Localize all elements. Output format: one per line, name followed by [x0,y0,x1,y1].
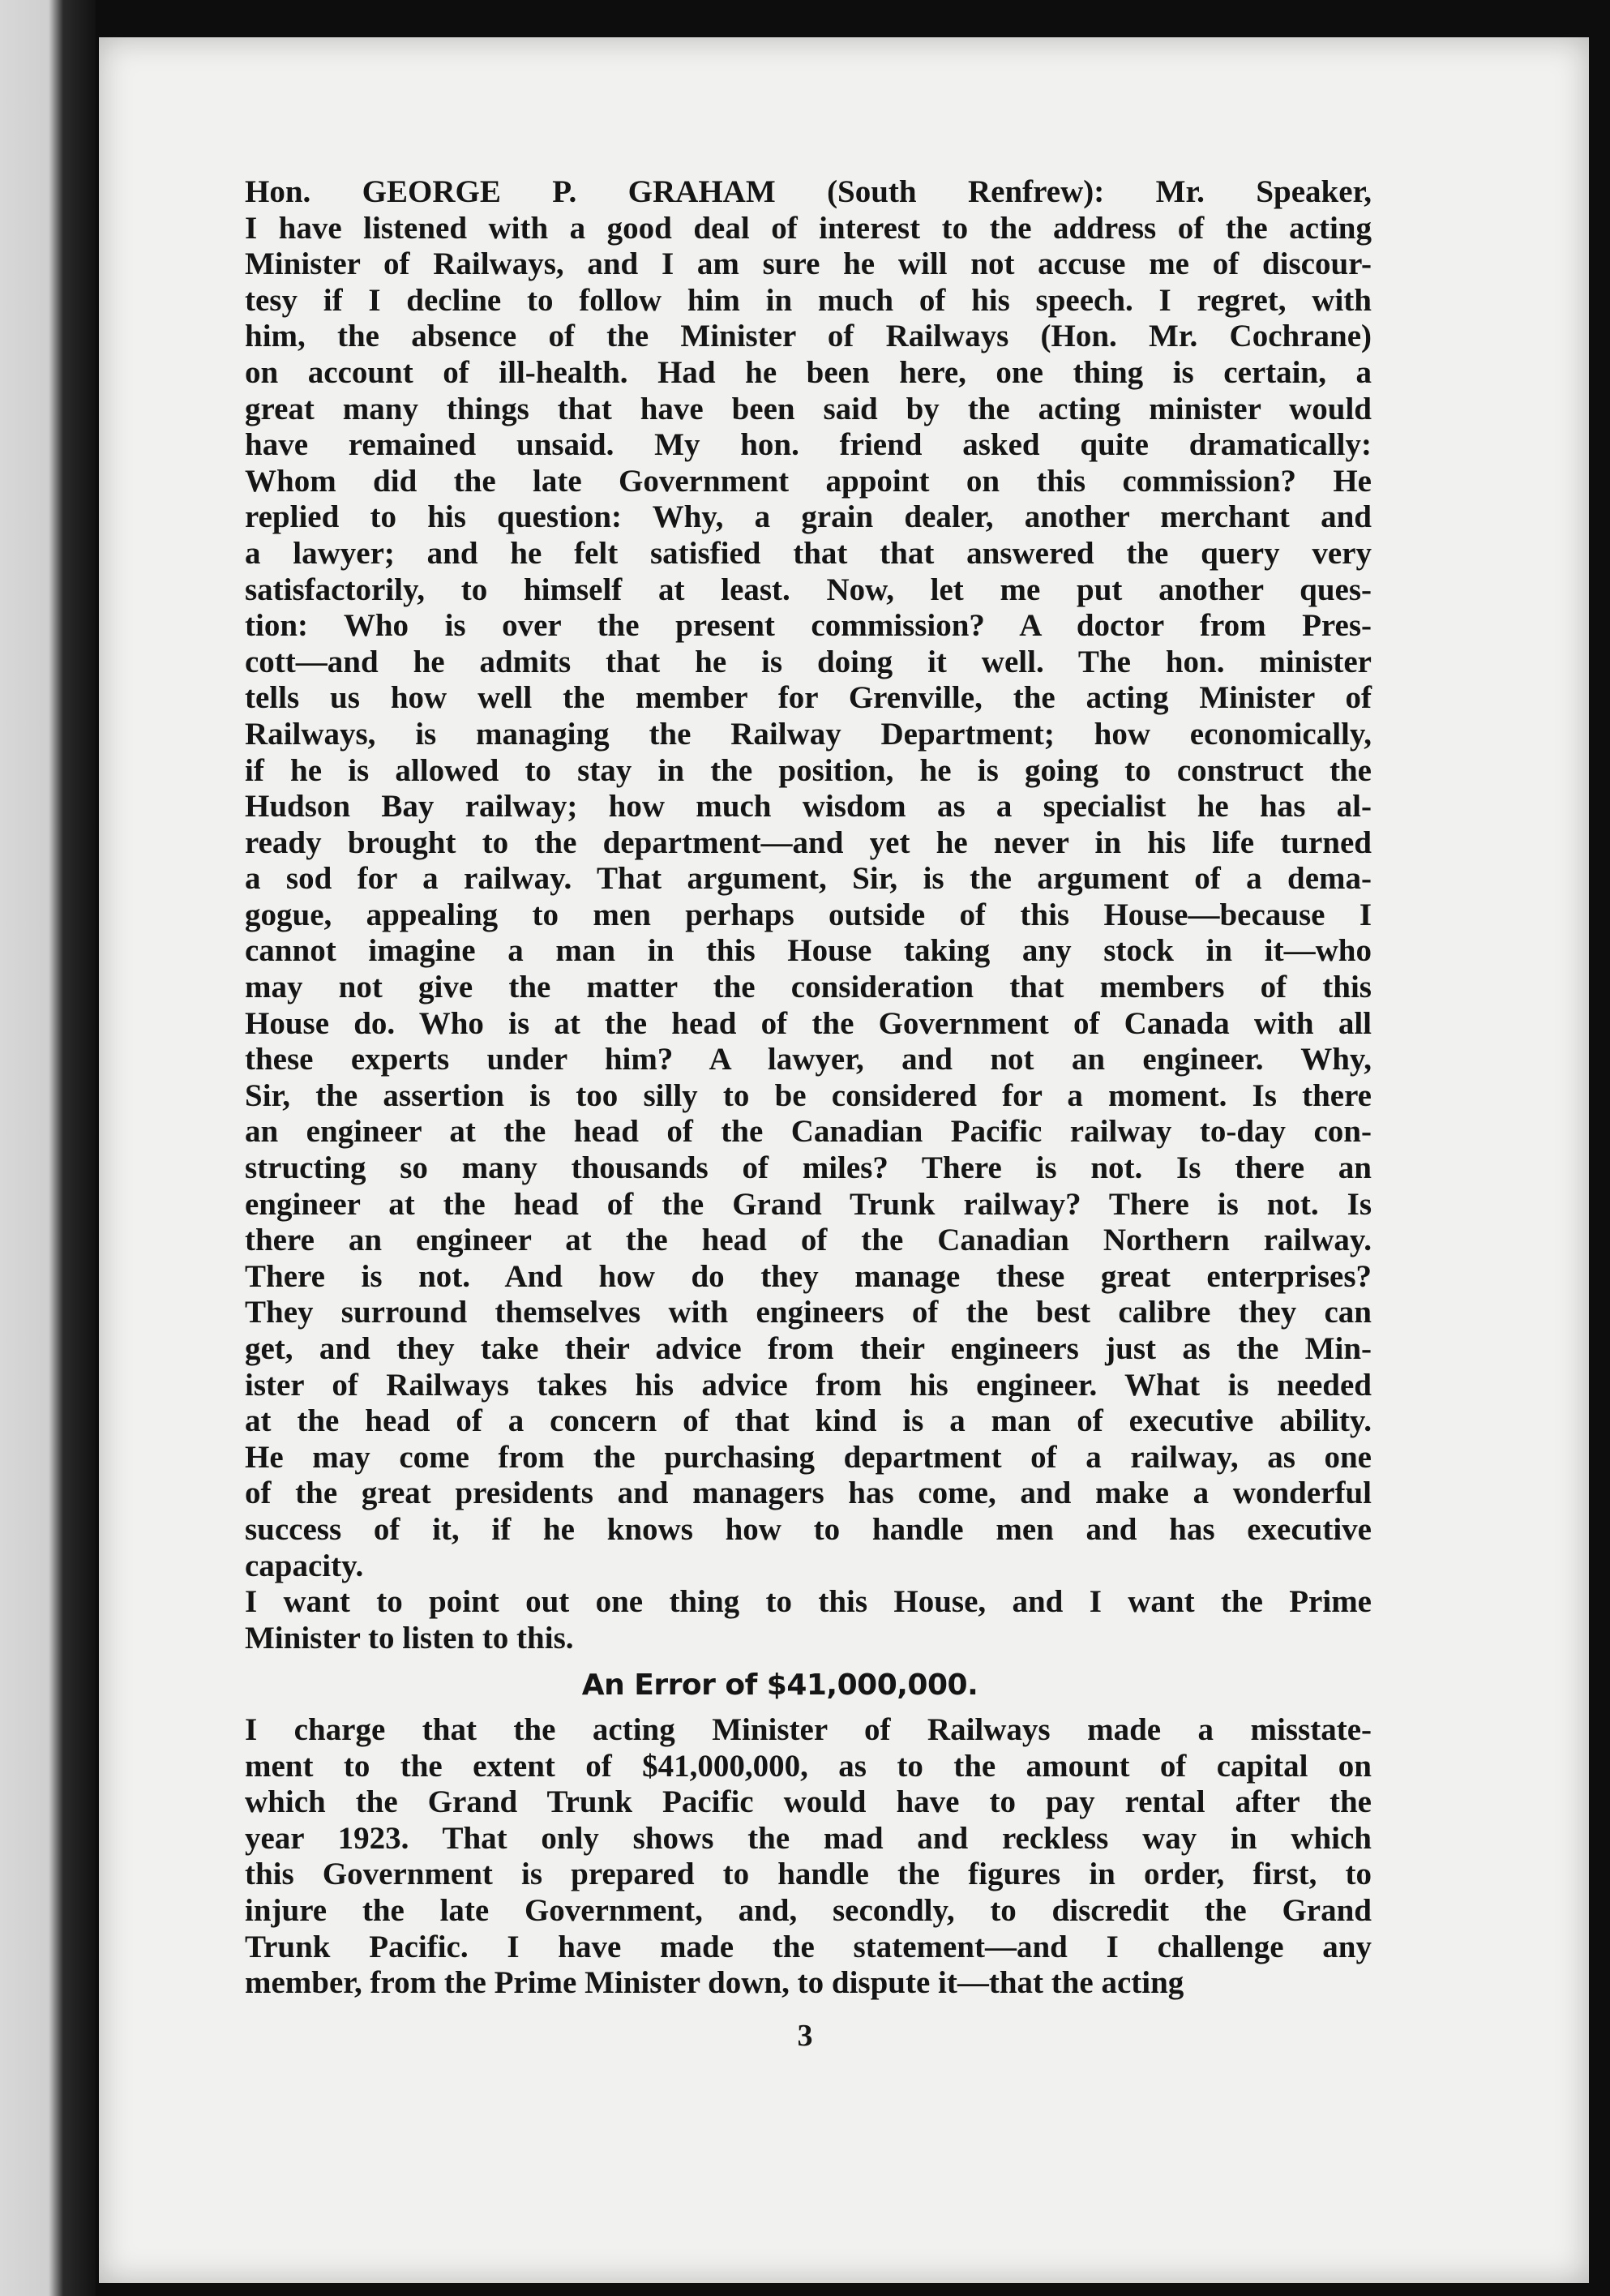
text-line: of the great presidents and managers has come, and make a wonderful [245,1476,1372,1511]
text-line: Whom did the late Government appoint on this commission? He [245,463,1372,499]
text-line: Trunk Pacific. I have made the statement—and I challenge any [245,1929,1372,1964]
text-line: a lawyer; and he felt satisfied that that answered the query very [245,535,1372,571]
text-line: Hudson Bay railway; how much wisdom as a specialist he has al- [245,789,1372,825]
text-line: He may come from the purchasing department of a railway, as one [245,1439,1372,1475]
text-line: cannot imagine a man in this House taking any stock in it—who [245,933,1372,969]
film-border-top [0,0,1610,39]
text-line: satisfactorily, to himself at least. Now, let me put another ques- [245,572,1372,607]
text-line: House do. Who is at the head of the Government of Canada with all [245,1005,1372,1041]
text-line: engineer at the head of the Grand Trunk railway? There is not. Is [245,1186,1372,1222]
text-line: I want to point out one thing to this House, and I want the Prime [245,1584,1372,1620]
text-line: Minister to listen to this. [245,1620,574,1656]
text-line: There is not. And how do they manage these great enterprises? [245,1258,1372,1294]
text-line: structing so many thousands of miles? There is not. Is there an [245,1150,1372,1186]
text-line: member, from the Prime Minister down, to dispute it—that the acting [245,1965,1184,2001]
text-line: Sir, the assertion is too silly to be considered for a moment. Is there [245,1077,1372,1113]
text-line: replied to his question: Why, a grain dealer, another merchant and [245,499,1372,535]
text-line: Railways, is managing the Railway Department; how economically, [245,716,1372,752]
text-line: Minister of Railways, and I am sure he will not accuse me of discour- [245,246,1372,282]
text-line: ister of Railways takes his advice from his engineer. What is needed [245,1367,1372,1403]
text-line: great many things that have been said by the acting minister would [245,391,1372,426]
text-line: I have listened with a good deal of interest to the address of the acting [245,210,1372,246]
text-line: there an engineer at the head of the Canadian Northern railway. [245,1223,1372,1258]
text-line: gogue, appealing to men perhaps outside of this House—because I [245,897,1372,932]
text-line: at the head of a concern of that kind is a man of executive ability. [245,1403,1372,1439]
text-line: I charge that the acting Minister of Railways made a misstate- [245,1711,1372,1747]
text-line: injure the late Government, and, secondly, to discredit the Grand [245,1892,1372,1928]
paragraph-misstatement [188,1712,1372,2002]
text-line: if he is allowed to stay in the position, he is going to construct the [245,752,1372,788]
text-line: an engineer at the head of the Canadian Pacific railway to-day con- [245,1114,1372,1150]
text-line: tesy if I decline to follow him in much of his speech. I regret, with [245,282,1372,318]
text-line: tells us how well the member for Grenville, the acting Minister of [245,680,1372,716]
text-line: may not give the matter the consideration that members of this [245,970,1372,1005]
document-body [188,174,1372,2002]
text-line: Hon. GEORGE P. GRAHAM (South Renfrew): Mr. Speaker, [245,174,1372,209]
text-line: success of it, if he knows how to handle men and has executive [245,1511,1372,1547]
text-line: a sod for a railway. That argument, Sir, is the argument of a dema- [245,861,1372,897]
text-line: tion: Who is over the present commission? A doctor from Pres- [245,608,1372,644]
text-line: cott—and he admits that he is doing it well. The hon. minister [245,644,1372,679]
text-line: have remained unsaid. My hon. friend asked quite dramatically: [245,427,1372,463]
page-number: 3 [797,2019,813,2053]
text-line: year 1923. That only shows the mad and reckless way in which [245,1820,1372,1856]
text-line: this Government is prepared to handle the figures in order, first, to [245,1857,1372,1892]
text-line: which the Grand Trunk Pacific would have to pay rental after the [245,1784,1372,1820]
film-border-left [0,0,96,2296]
paragraph-prime-minister [188,1584,1372,1656]
text-line: get, and they take their advice from their engineers just as the Min- [245,1331,1372,1366]
text-line: on account of ill-health. Had he been here, one thing is certain, a [245,354,1372,390]
text-line: They surround themselves with engineers of the best calibre they can [245,1295,1372,1330]
text-line: ready brought to the department—and yet he never in his life turned [245,825,1372,860]
paragraph-graham-speech [188,174,1372,1584]
text-line: these experts under him? A lawyer, and not an engineer. Why, [245,1042,1372,1077]
text-line: ment to the extent of $41,000,000, as to the amount of capital on [245,1748,1372,1784]
text-line: him, the absence of the Minister of Railways (Hon. Mr. Cochrane) [245,319,1372,354]
text-line: capacity. [245,1548,364,1583]
section-heading: An Error of $41,000,000. [581,1668,978,1703]
